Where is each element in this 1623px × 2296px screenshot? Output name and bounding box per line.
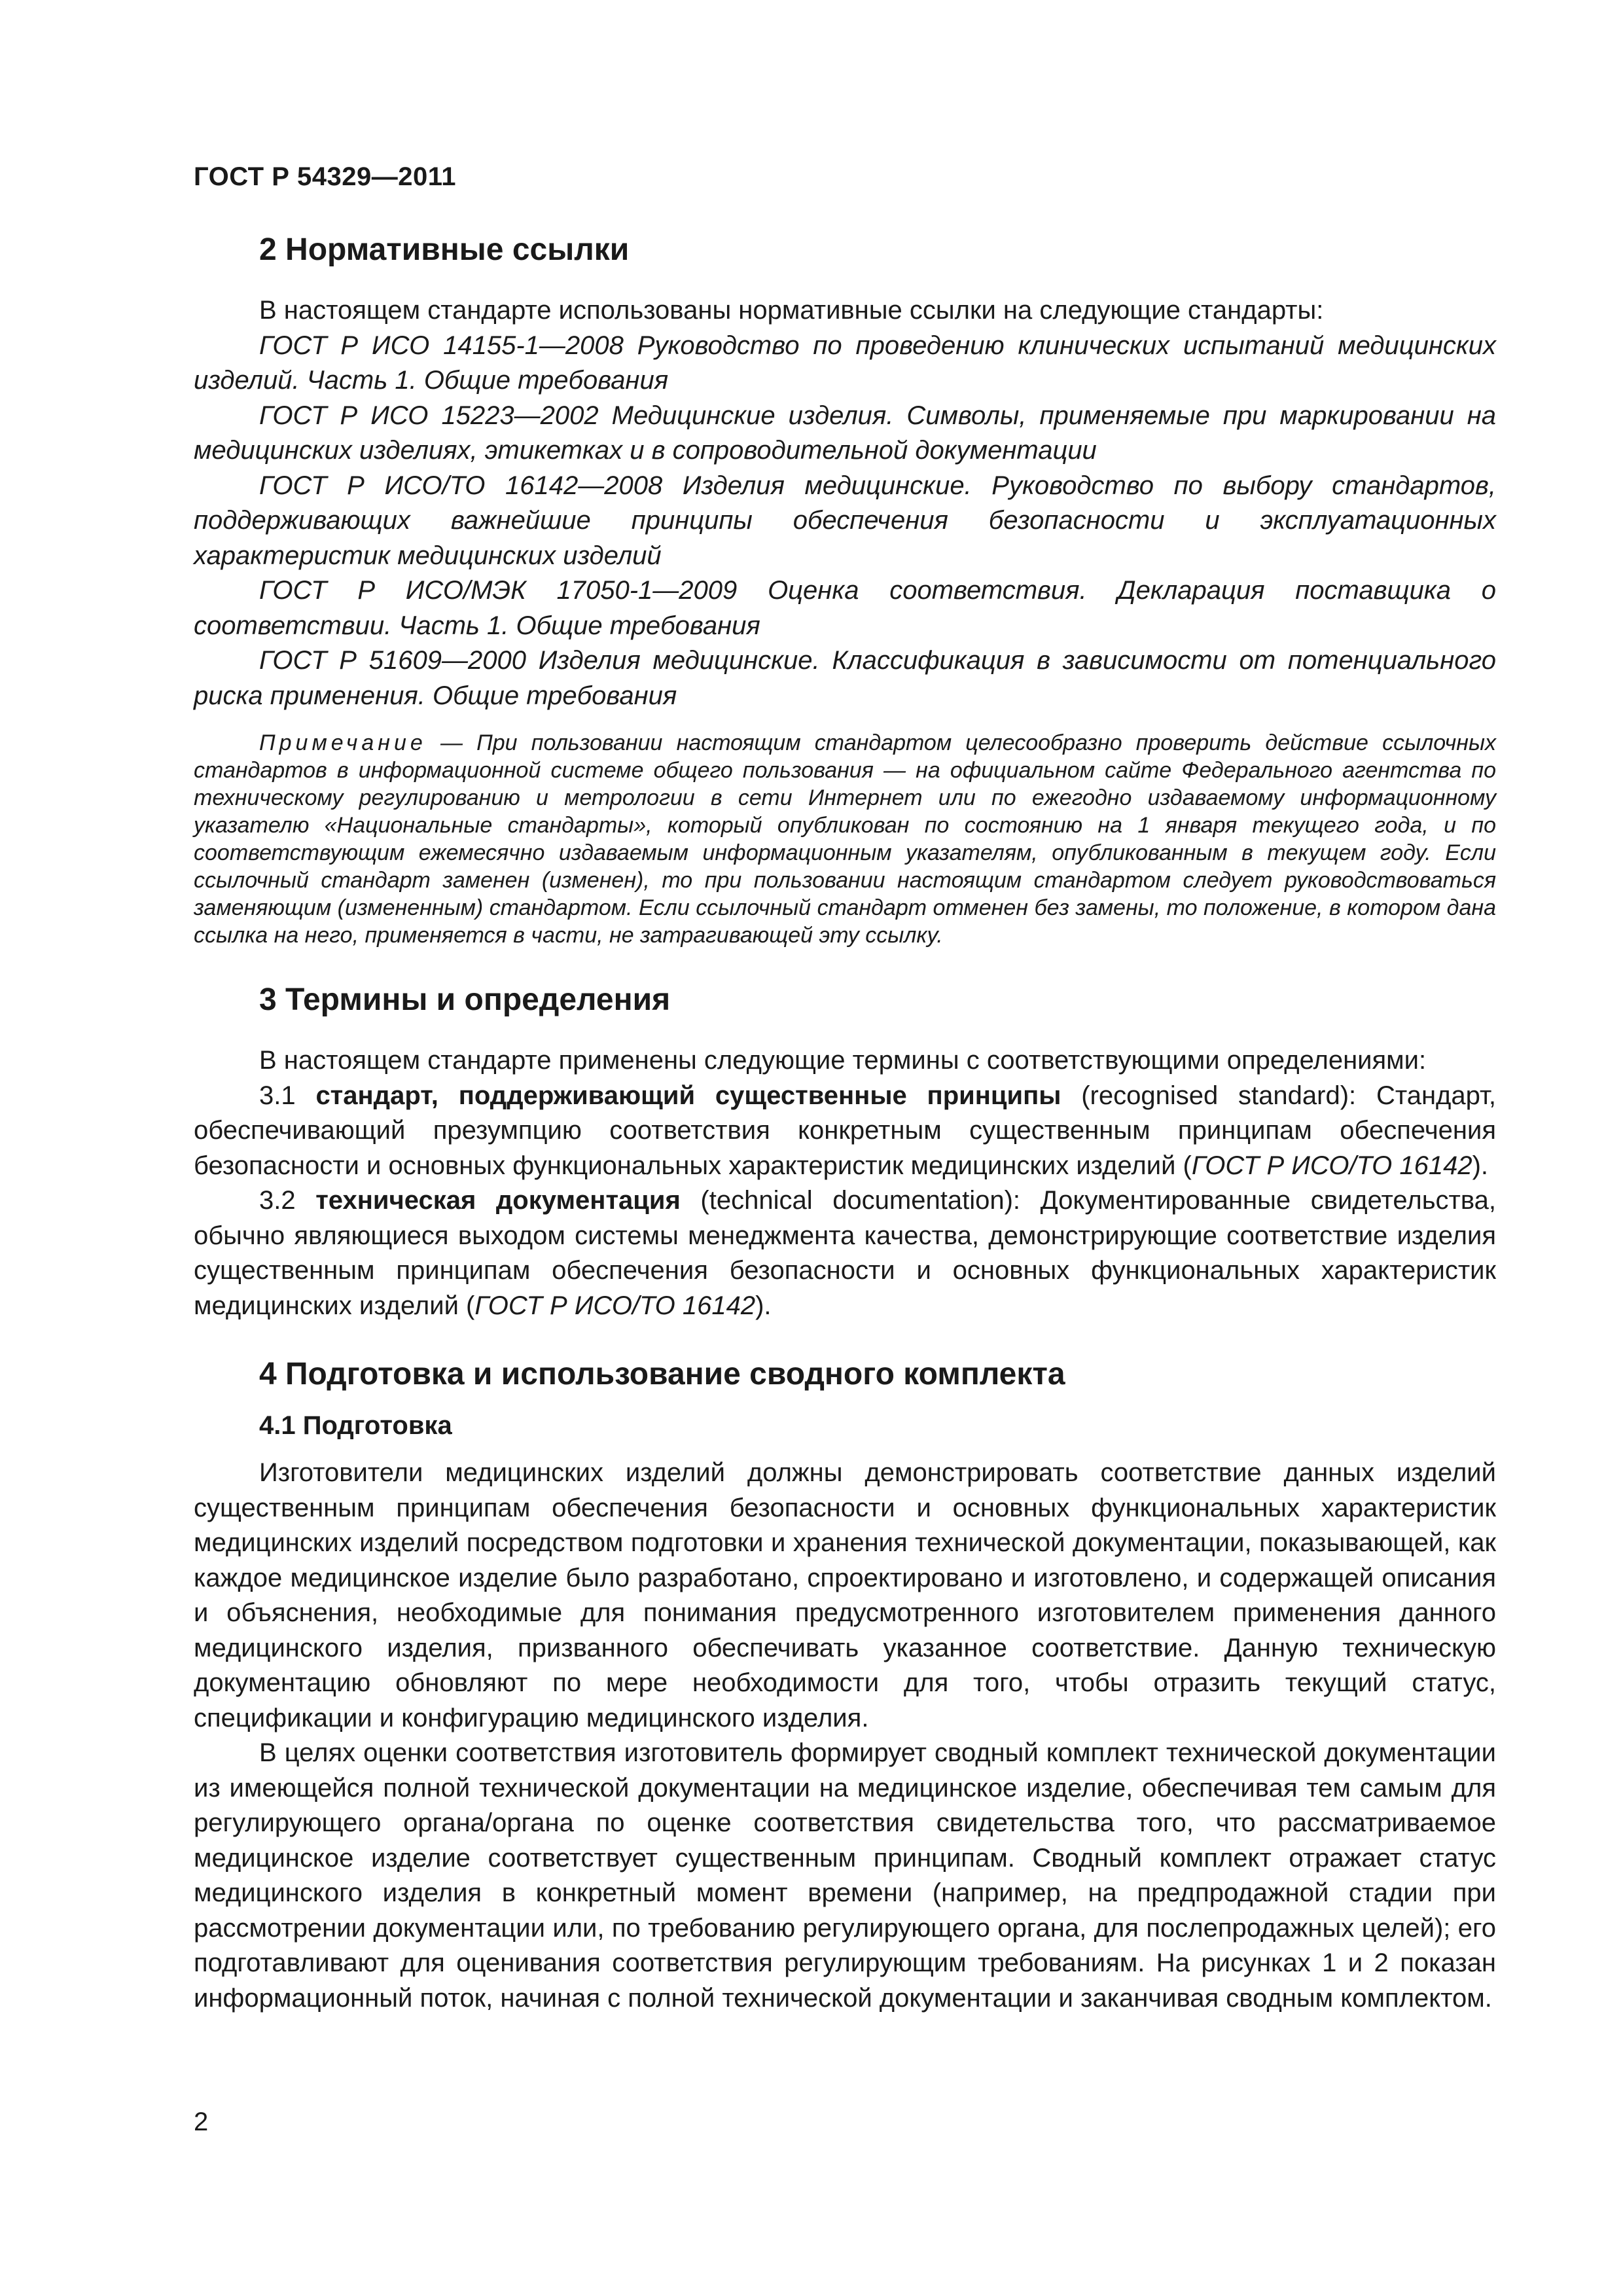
section-4-paragraph: В целях оценки соответствия изготовитель формирует сводный комплект технической документации из имеющейся полной технической документации на медицинское изделие, обеспечивая тем самым для регулирующего органа/органа по оценке соответствия свидетельства того, что рассматриваемое медицинское изделие соответствует существенным принципам. Сводный комплект отражает статус медицинского изделия в конкретный момент времени (например, на предпродажной стадии при рассмотрении документации или, по требованию регулирующего органа, для послепродажных целей); его подготавливают для оценивания соответствия регулирующим требованиям. На рисунках 1 и 2 показан информационный поток, начиная с полной технической документации и заканчивая сводным комплектом. xyxy=(194,1738,1496,2013)
note-text: — При пользовании настоящим стандартом целесообразно проверить действие ссылочных стандартов в информационной системе общего пользования — на официальном сайте Федерального агентства по техническому регулированию и метрологии в сети Интернет или по ежегодно издаваемому информационному указателю «Национальные стандарты», который опубликован по состоянию на 1 января текущего года, и по соответствующим ежемесячно издаваемым информационным указателям, опубликованным в текущем году. Если ссылочный стандарт заменен (изменен), то при пользовании настоящим стандартом следует руководствоваться заменяющим (измененным) стандартом. Если ссылочный стандарт отменен без замены, то положение, в котором дана ссылка на него, применяется в части, не затрагивающей эту ссылку. xyxy=(194,730,1496,948)
normative-reference: ГОСТ Р ИСО 14155-1—2008 Руководство по проведению клинических испытаний медицинских изделий. Часть 1. Общие требования xyxy=(194,331,1496,395)
term-end: ). xyxy=(1472,1151,1489,1180)
term-end: ). xyxy=(755,1291,772,1320)
term-number: 3.2 xyxy=(259,1186,316,1215)
normative-reference: ГОСТ Р ИСО/ТО 16142—2008 Изделия медицинские. Руководство по выбору стандартов, поддерживающих важнейшие принципы обеспечения безопасности и эксплуатационных характеристик медицинских изделий xyxy=(194,471,1496,570)
note-label: Примечание xyxy=(259,730,427,755)
section-2-title: 2 Нормативные ссылки xyxy=(259,232,630,267)
term-definition xyxy=(194,1079,1496,1184)
section-3-intro: В настоящем стандарте применены следующие термины с соответствующими определениями: xyxy=(259,1046,1427,1075)
note-paragraph xyxy=(194,729,1496,949)
normative-reference: ГОСТ Р 51609—2000 Изделия медицинские. Классификация в зависимости от потенциального риска применения. Общие требования xyxy=(194,646,1496,710)
normative-reference: ГОСТ Р ИСО 15223—2002 Медицинские изделия. Символы, применяемые при маркировании на медицинских изделиях, этикетках и в сопроводительной документации xyxy=(194,401,1496,465)
term-body: (recognised standard): Стандарт, обеспечивающий презумпцию соответствия конкретным существенным принципам обеспечения безопасности и основных функциональных характеристик медицинских изделий ( xyxy=(194,1081,1497,1180)
term-body: (technical documentation): Документированные свидетельства, обычно являющиеся выходом системы менеджмента качества, демонстрирующие соответствие изделия существенным принципам обеспечения безопасности и основных функциональных характеристик медицинских изделий ( xyxy=(194,1186,1497,1320)
term-number: 3.1 xyxy=(259,1081,316,1110)
section-2-intro: В настоящем стандарте использованы нормативные ссылки на следующие стандарты: xyxy=(259,296,1324,325)
term-name: техническая документация xyxy=(315,1186,681,1215)
term-name: стандарт, поддерживающий существенные принципы xyxy=(315,1081,1061,1110)
document-body xyxy=(194,230,1496,2016)
normative-reference: ГОСТ Р ИСО/МЭК 17050-1—2009 Оценка соответствия. Декларация поставщика о соответствии. Часть 1. Общие требования xyxy=(194,576,1496,640)
term-reference: ГОСТ Р ИСО/ТО 16142 xyxy=(474,1291,756,1320)
term-definition xyxy=(194,1183,1496,1323)
section-4-paragraph: Изготовители медицинских изделий должны демонстрировать соответствие данных изделий существенным принципам обеспечения безопасности и основных функциональных характеристик медицинских изделий посредством подготовки и хранения технической документации, показывающей, как каждое медицинское изделие было разработано, спроектировано и изготовлено, и содержащей описания и объяснения, необходимые для понимания предусмотренного изготовителем применения данного медицинского изделия, призванного обеспечивать указанное соответствие. Данную техническую документацию обновляют по мере необходимости для того, чтобы отразить текущий статус, спецификации и конфигурацию медицинского изделия. xyxy=(194,1458,1496,1732)
term-reference: ГОСТ Р ИСО/ТО 16142 xyxy=(1191,1151,1472,1180)
document-header: ГОСТ Р 54329—2011 xyxy=(194,162,456,191)
section-3-title: 3 Термины и определения xyxy=(259,982,671,1017)
subsection-4-1-title: 4.1 Подготовка xyxy=(259,1411,452,1440)
section-4-title: 4 Подготовка и использование сводного комплекта xyxy=(259,1357,1065,1391)
page-number: 2 xyxy=(194,2108,209,2136)
